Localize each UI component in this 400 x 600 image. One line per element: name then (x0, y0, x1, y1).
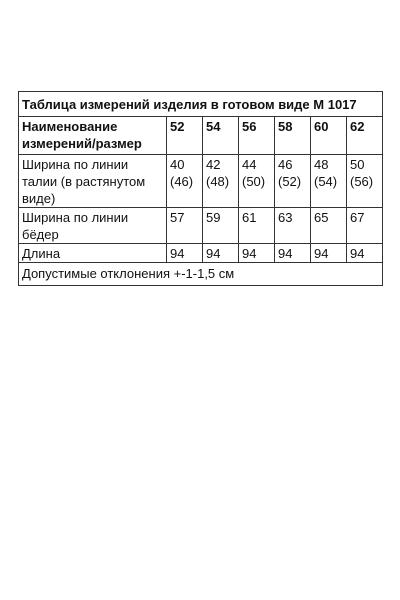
cell-value: 50 (56) (347, 155, 383, 208)
cell-value: 63 (275, 208, 311, 244)
cell-value: 94 (239, 244, 275, 263)
table-title: Таблица измерений изделия в готовом виде М 1017 (19, 92, 383, 117)
cell-value: 94 (311, 244, 347, 263)
size-header: 54 (203, 117, 239, 155)
cell-value: 46 (52) (275, 155, 311, 208)
size-header: 52 (167, 117, 203, 155)
cell-value: 94 (347, 244, 383, 263)
cell-value: 57 (167, 208, 203, 244)
cell-value: 67 (347, 208, 383, 244)
cell-value: 61 (239, 208, 275, 244)
cell-value: 40 (46) (167, 155, 203, 208)
table-title-row (19, 92, 383, 117)
cell-value: 59 (203, 208, 239, 244)
cell-value: 42 (48) (203, 155, 239, 208)
table-note-row (19, 263, 383, 286)
size-header: 58 (275, 117, 311, 155)
table-row (19, 208, 383, 244)
size-header: 60 (311, 117, 347, 155)
cell-value: 44 (50) (239, 155, 275, 208)
cell-value: 94 (167, 244, 203, 263)
table-row (19, 244, 383, 263)
cell-value: 65 (311, 208, 347, 244)
tolerance-note: Допустимые отклонения +-1-1,5 см (19, 263, 383, 286)
cell-value: 94 (275, 244, 311, 263)
row-label: Ширина по линии бёдер (19, 208, 167, 244)
header-label: Наименование измерений/размер (19, 117, 167, 155)
cell-value: 94 (203, 244, 239, 263)
row-label: Длина (19, 244, 167, 263)
table-header-row (19, 117, 383, 155)
cell-value: 48 (54) (311, 155, 347, 208)
row-label: Ширина по линии талии (в растянутом виде) (19, 155, 167, 208)
measurement-table (18, 91, 383, 286)
size-header: 56 (239, 117, 275, 155)
table-row (19, 155, 383, 208)
size-header: 62 (347, 117, 383, 155)
